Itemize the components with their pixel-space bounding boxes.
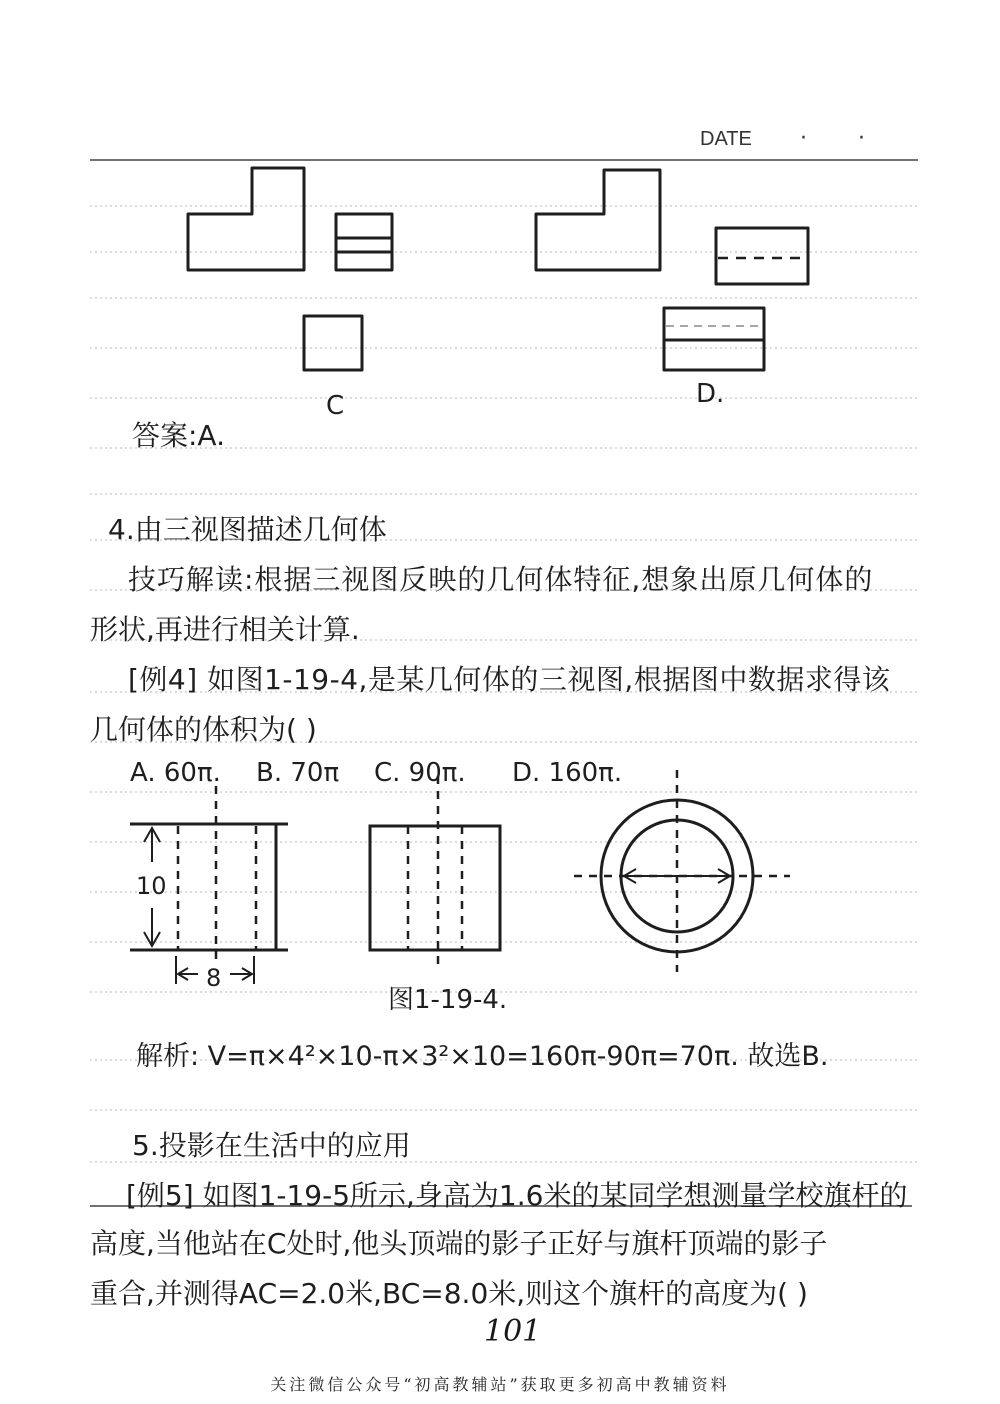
section4-tip-line2: 形状,再进行相关计算. [90,613,360,646]
section4-tip-line1: 技巧解读:根据三视图反映的几何体特征,想象出原几何体的 [128,563,874,596]
example5-line2: 高度,当他站在C处时,他头顶端的影子正好与旗杆顶端的影子 [90,1227,828,1260]
side-view [370,826,500,950]
date-label: DATE [700,128,752,150]
figure-caption: 图1-19-4. [388,985,508,1015]
label-c: C [326,391,345,421]
label-d: D. [696,379,725,409]
section4-heading: 4.由三视图描述几何体 [108,513,387,546]
solution-line: 解析: V=π×4²×10-π×3²×10=160π-90π=70π. 故选B. [136,1041,829,1072]
section5-heading: 5.投影在生活中的应用 [132,1129,411,1162]
dim-height: 10 [136,872,167,900]
example5-line1: [例5] 如图1-19-5所示,身高为1.6米的某同学想测量学校旗杆的 [126,1179,908,1212]
example5-line3: 重合,并测得AC=2.0米,BC=8.0米,则这个旗杆的高度为( ) [90,1277,808,1310]
option-a: A. 60π. [130,758,221,788]
example4-line2: 几何体的体积为( ) [90,713,317,746]
footer-note: 关注微信公众号“初高教辅站”获取更多初高中教辅资料 [270,1375,730,1394]
option-c: C. 90π. [374,758,466,788]
answer-line: 答案:A. [132,419,225,452]
page-number: 101 [484,1314,542,1349]
dim-width: 8 [206,964,222,992]
option-b: B. 70π [256,758,340,788]
example4-line1: [例4] 如图1-19-4,是某几何体的三视图,根据图中数据求得该 [128,663,891,696]
option-d: D. 160π. [512,758,623,788]
date-dots: · · [800,126,887,151]
